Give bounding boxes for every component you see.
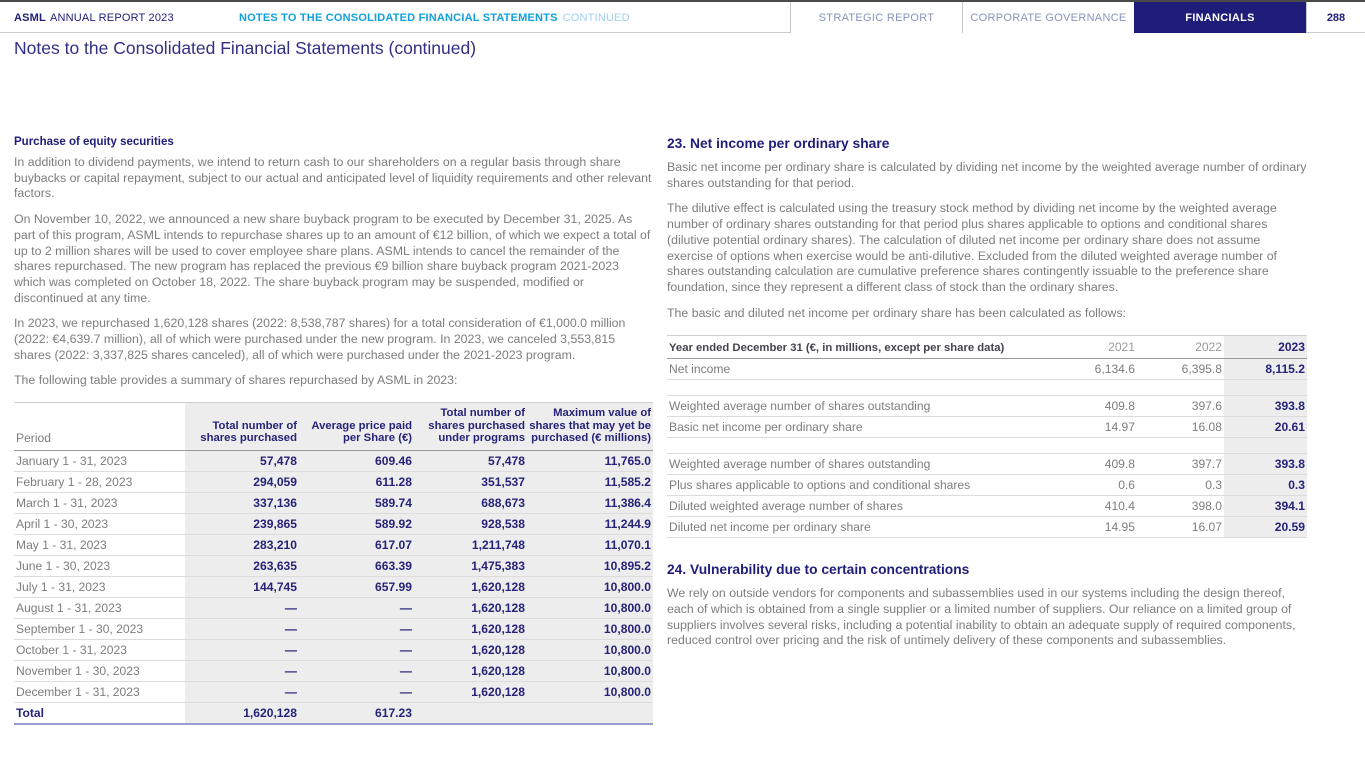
col-header-2023: 2023 bbox=[1224, 336, 1307, 359]
value-cell: 393.8 bbox=[1224, 396, 1307, 417]
value-cell: 663.39 bbox=[299, 555, 414, 576]
report-brand bbox=[14, 2, 174, 33]
row-label: Basic net income per ordinary share bbox=[667, 417, 1057, 438]
value-cell: — bbox=[185, 618, 299, 639]
period-cell: April 1 - 30, 2023 bbox=[14, 513, 185, 534]
table-row bbox=[667, 417, 1307, 438]
share-buyback-table bbox=[14, 402, 653, 725]
empty-cell bbox=[414, 702, 527, 724]
table-row bbox=[14, 492, 653, 513]
value-cell: — bbox=[185, 639, 299, 660]
brand-report-year: ANNUAL REPORT 2023 bbox=[49, 11, 174, 24]
paragraph: The basic and diluted net income per ordinary share has been calculated as follows: bbox=[667, 305, 1127, 320]
paragraph: The following table provides a summary of shares repurchased by ASML in 2023: bbox=[14, 373, 458, 388]
value-cell: 589.92 bbox=[299, 513, 414, 534]
spacer-row bbox=[667, 438, 1307, 454]
period-cell: August 1 - 31, 2023 bbox=[14, 597, 185, 618]
value-cell: 10,800.0 bbox=[527, 681, 653, 702]
col-header-label: Year ended December 31 (€, in millions, except per share data) bbox=[667, 336, 1057, 359]
table-header-row bbox=[667, 336, 1307, 359]
value-cell: 20.61 bbox=[1224, 417, 1307, 438]
period-cell: March 1 - 31, 2023 bbox=[14, 492, 185, 513]
breadcrumb-section: NOTES TO THE CONSOLIDATED FINANCIAL STATEMENTS bbox=[239, 11, 558, 24]
table-row bbox=[14, 555, 653, 576]
value-cell: 283,210 bbox=[185, 534, 299, 555]
table-row bbox=[667, 496, 1307, 517]
period-cell: October 1 - 31, 2023 bbox=[14, 639, 185, 660]
value-cell: — bbox=[299, 660, 414, 681]
table-row bbox=[14, 597, 653, 618]
value-cell: 11,585.2 bbox=[527, 471, 653, 492]
note-24-heading: 24. Vulnerability due to certain concentrations bbox=[667, 562, 970, 578]
value-cell: 928,538 bbox=[414, 513, 527, 534]
paragraph: We rely on outside vendors for components and subassemblies used in our systems including the design thereof, each of which is obtained from a single supplier or a limited number of suppliers. Our reliance on a limited group of suppliers involves several risks, including a potential inability to obtain an adequate supply of required components, reduced control over pricing and the risk of untimely delivery of these components and subassemblies. bbox=[667, 586, 1296, 648]
period-cell: June 1 - 30, 2023 bbox=[14, 555, 185, 576]
total-avg-price: 617.23 bbox=[299, 702, 414, 724]
value-cell: 10,895.2 bbox=[527, 555, 653, 576]
empty-cell bbox=[527, 702, 653, 724]
paragraph: In 2023, we repurchased 1,620,128 shares (2022: 8,538,787 shares) for a total consideration of €1,000.0 million (2022: €4,639.7 million), all of which were purchased under the new program. In 2023, we canceled 3,553,815 shares (2022: 3,337,825 shares canceled), all of which were purchased under the 2021-2023 program. bbox=[14, 316, 626, 362]
value-cell: 398.0 bbox=[1137, 496, 1224, 517]
tab-strategic-report[interactable]: STRATEGIC REPORT bbox=[790, 2, 962, 33]
row-label: Plus shares applicable to options and conditional shares bbox=[667, 475, 1057, 496]
value-cell: 10,800.0 bbox=[527, 639, 653, 660]
value-cell: — bbox=[185, 660, 299, 681]
value-cell: 8,115.2 bbox=[1224, 359, 1307, 380]
value-cell: 1,620,128 bbox=[414, 618, 527, 639]
row-label: Net income bbox=[667, 359, 1057, 380]
total-label: Total bbox=[14, 702, 185, 724]
table-row bbox=[14, 450, 653, 471]
value-cell: 16.08 bbox=[1137, 417, 1224, 438]
value-cell: 589.74 bbox=[299, 492, 414, 513]
value-cell: 397.6 bbox=[1137, 396, 1224, 417]
table-row bbox=[14, 618, 653, 639]
left-column bbox=[14, 136, 653, 725]
value-cell: 0.3 bbox=[1224, 475, 1307, 496]
value-cell: 1,475,383 bbox=[414, 555, 527, 576]
col-header-shares-purchased: Total number of shares purchased bbox=[185, 403, 299, 451]
value-cell: 409.8 bbox=[1057, 396, 1137, 417]
value-cell: 657.99 bbox=[299, 576, 414, 597]
row-label: Diluted weighted average number of shares bbox=[667, 496, 1057, 517]
value-cell: 11,765.0 bbox=[527, 450, 653, 471]
period-cell: September 1 - 30, 2023 bbox=[14, 618, 185, 639]
value-cell: — bbox=[299, 618, 414, 639]
value-cell: 263,635 bbox=[185, 555, 299, 576]
col-header-2021: 2021 bbox=[1057, 336, 1137, 359]
table-row bbox=[14, 639, 653, 660]
value-cell: 0.6 bbox=[1057, 475, 1137, 496]
tab-corporate-governance[interactable]: CORPORATE GOVERNANCE bbox=[962, 2, 1134, 33]
paragraph: Basic net income per ordinary share is calculated by dividing net income by the weighted average number of ordinary shares outstanding for that period. bbox=[667, 160, 1307, 190]
period-cell: February 1 - 28, 2023 bbox=[14, 471, 185, 492]
net-income-per-share-table bbox=[667, 335, 1307, 538]
value-cell: 609.46 bbox=[299, 450, 414, 471]
value-cell: 11,244.9 bbox=[527, 513, 653, 534]
purchase-equity-heading: Purchase of equity securities bbox=[14, 136, 174, 148]
value-cell: 1,211,748 bbox=[414, 534, 527, 555]
total-shares: 1,620,128 bbox=[185, 702, 299, 724]
value-cell: 1,620,128 bbox=[414, 576, 527, 597]
value-cell: 410.4 bbox=[1057, 496, 1137, 517]
value-cell: — bbox=[299, 681, 414, 702]
value-cell: 6,395.8 bbox=[1137, 359, 1224, 380]
value-cell: 14.97 bbox=[1057, 417, 1137, 438]
value-cell: 14.95 bbox=[1057, 517, 1137, 538]
value-cell: — bbox=[299, 639, 414, 660]
value-cell: 1,620,128 bbox=[414, 681, 527, 702]
table-row bbox=[14, 471, 653, 492]
table-row bbox=[667, 396, 1307, 417]
value-cell: 337,136 bbox=[185, 492, 299, 513]
table-row bbox=[667, 517, 1307, 538]
value-cell: 10,800.0 bbox=[527, 660, 653, 681]
value-cell: — bbox=[299, 597, 414, 618]
table-row bbox=[667, 359, 1307, 380]
value-cell: 10,800.0 bbox=[527, 618, 653, 639]
tab-financials[interactable]: FINANCIALS bbox=[1134, 2, 1306, 33]
table-row bbox=[14, 513, 653, 534]
value-cell: 1,620,128 bbox=[414, 639, 527, 660]
table-header-row bbox=[14, 403, 653, 451]
value-cell: 10,800.0 bbox=[527, 597, 653, 618]
value-cell: 393.8 bbox=[1224, 454, 1307, 475]
period-cell: May 1 - 31, 2023 bbox=[14, 534, 185, 555]
table-total-row bbox=[14, 702, 653, 724]
table-row bbox=[667, 475, 1307, 496]
table-row bbox=[14, 534, 653, 555]
row-label: Weighted average number of shares outstanding bbox=[667, 454, 1057, 475]
period-cell: January 1 - 31, 2023 bbox=[14, 450, 185, 471]
table-row bbox=[14, 576, 653, 597]
spacer-row bbox=[667, 380, 1307, 396]
value-cell: 394.1 bbox=[1224, 496, 1307, 517]
breadcrumb-continued: CONTINUED bbox=[562, 11, 630, 24]
period-cell: November 1 - 30, 2023 bbox=[14, 660, 185, 681]
page-title: Notes to the Consolidated Financial Statements (continued) bbox=[14, 38, 477, 58]
col-header-2022: 2022 bbox=[1137, 336, 1224, 359]
paragraph: On November 10, 2022, we announced a new share buyback program to be executed by December 31, 2025. As part of this program, ASML intends to repurchase shares up to an amount of €12 billion, of which we expect a total of up to 2 million shares will be used to cover employee share plans. ASML intends to cancel the remainder of the shares repurchased. The new program has replaced the previous €9 billion share buyback program 2021-2023 which was completed on October 18, 2022. The share buyback program may be suspended, modified or discontinued at any time. bbox=[14, 212, 651, 305]
brand-asml: ASML bbox=[14, 11, 46, 24]
table-row bbox=[14, 681, 653, 702]
row-label: Weighted average number of shares outstanding bbox=[667, 396, 1057, 417]
value-cell: 57,478 bbox=[414, 450, 527, 471]
value-cell: 351,537 bbox=[414, 471, 527, 492]
value-cell: 688,673 bbox=[414, 492, 527, 513]
value-cell: 6,134.6 bbox=[1057, 359, 1137, 380]
period-cell: July 1 - 31, 2023 bbox=[14, 576, 185, 597]
table-row bbox=[667, 454, 1307, 475]
value-cell: 239,865 bbox=[185, 513, 299, 534]
value-cell: 11,070.1 bbox=[527, 534, 653, 555]
value-cell: 294,059 bbox=[185, 471, 299, 492]
breadcrumb bbox=[239, 2, 630, 33]
paragraph: In addition to dividend payments, we intend to return cash to our shareholders on a regular basis through share buybacks or capital repayment, subject to our actual and anticipated level of liquidity requirements and other relevant factors. bbox=[14, 155, 652, 201]
value-cell: 1,620,128 bbox=[414, 597, 527, 618]
col-header-shares-under-programs: Total number of shares purchased under programs bbox=[414, 403, 527, 451]
value-cell: 16.07 bbox=[1137, 517, 1224, 538]
report-tabs bbox=[790, 2, 1365, 33]
table-row bbox=[14, 660, 653, 681]
right-column bbox=[667, 136, 1307, 659]
col-header-max-value: Maximum value of shares that may yet be purchased (€ millions) bbox=[527, 403, 653, 451]
value-cell: 1,620,128 bbox=[414, 660, 527, 681]
top-bar bbox=[0, 2, 1365, 33]
note-23-heading: 23. Net income per ordinary share bbox=[667, 136, 890, 151]
value-cell: 0.3 bbox=[1137, 475, 1224, 496]
value-cell: 20.59 bbox=[1224, 517, 1307, 538]
value-cell: 144,745 bbox=[185, 576, 299, 597]
value-cell: 397.7 bbox=[1137, 454, 1224, 475]
value-cell: 10,800.0 bbox=[527, 576, 653, 597]
page-number: 288 bbox=[1306, 2, 1365, 33]
paragraph: The dilutive effect is calculated using the treasury stock method by dividing net income by the weighted average number of ordinary shares outstanding for that period plus shares applicable to options and conditional shares (dilutive potential ordinary shares). The calculation of diluted net income per ordinary share does not assume exercise of options when exercise would be anti-dilutive. Excluded from the diluted weighted average number of shares outstanding calculation are cumulative preference shares contingently issuable to the preference share foundation, since they represent a different class of stock than the ordinary shares. bbox=[667, 201, 1277, 294]
value-cell: 57,478 bbox=[185, 450, 299, 471]
value-cell: 11,386.4 bbox=[527, 492, 653, 513]
value-cell: 617.07 bbox=[299, 534, 414, 555]
value-cell: 611.28 bbox=[299, 471, 414, 492]
value-cell: 409.8 bbox=[1057, 454, 1137, 475]
row-label: Diluted net income per ordinary share bbox=[667, 517, 1057, 538]
col-header-avg-price: Average price paid per Share (€) bbox=[299, 403, 414, 451]
value-cell: — bbox=[185, 597, 299, 618]
value-cell: — bbox=[185, 681, 299, 702]
col-header-period: Period bbox=[14, 403, 185, 451]
period-cell: December 1 - 31, 2023 bbox=[14, 681, 185, 702]
